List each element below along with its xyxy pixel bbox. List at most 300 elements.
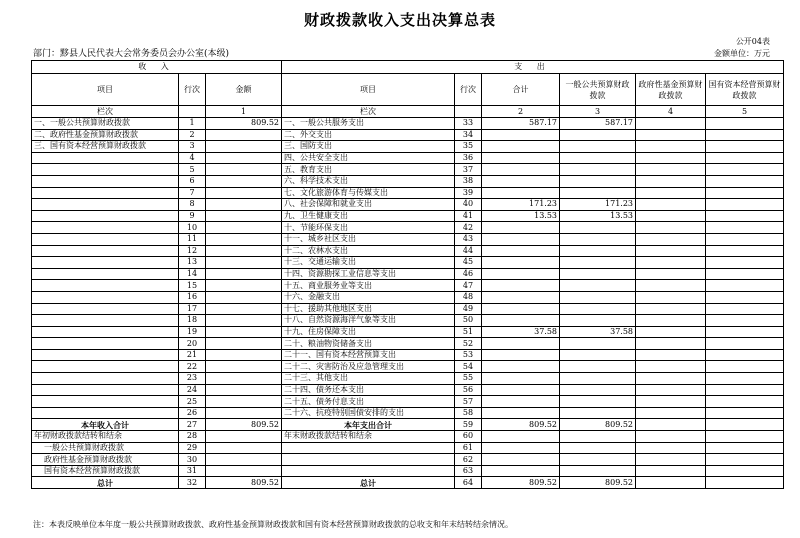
expense-general-budget <box>560 129 636 141</box>
carry-out-capital <box>706 431 784 443</box>
carry-sub-no: 31 <box>179 465 206 477</box>
income-line-no: 10 <box>179 222 206 234</box>
expense-total: 587.17 <box>482 118 560 130</box>
income-item <box>32 407 179 419</box>
expense-state-capital <box>706 210 784 222</box>
expense-line-no: 53 <box>455 349 482 361</box>
expense-item: 六、科学技术支出 <box>282 175 455 187</box>
expense-gov-fund <box>636 407 706 419</box>
income-item <box>32 233 179 245</box>
income-line-no: 11 <box>179 233 206 245</box>
expense-line-no: 36 <box>455 152 482 164</box>
income-amount <box>206 175 282 187</box>
carry-sub-amount <box>206 454 282 466</box>
income-amount <box>206 338 282 350</box>
income-line-no: 6 <box>179 175 206 187</box>
expense-total-fund <box>636 419 706 431</box>
expense-gov-fund <box>636 210 706 222</box>
expense-gov-fund <box>636 303 706 315</box>
income-line-no: 12 <box>179 245 206 257</box>
expense-state-capital <box>706 338 784 350</box>
income-line-no: 17 <box>179 303 206 315</box>
expense-gov-fund <box>636 280 706 292</box>
income-line-no: 16 <box>179 291 206 303</box>
income-amount <box>206 315 282 327</box>
grand-total-total: 809.52 <box>482 477 560 489</box>
expense-line-no: 52 <box>455 338 482 350</box>
expense-total-label: 本年支出合计 <box>282 419 455 431</box>
expense-total <box>482 384 560 396</box>
income-line-no: 26 <box>179 407 206 419</box>
header-row-sections <box>32 61 784 74</box>
expense-item: 一、一般公共服务支出 <box>282 118 455 130</box>
expense-state-capital <box>706 233 784 245</box>
income-item: 二、政府性基金预算财政拨款 <box>32 129 179 141</box>
table-row <box>32 303 784 315</box>
expense-item: 七、文化旅游体育与传媒支出 <box>282 187 455 199</box>
income-amount <box>206 187 282 199</box>
expense-gov-fund <box>636 349 706 361</box>
expense-line-no: 49 <box>455 303 482 315</box>
table-row <box>32 129 784 141</box>
income-line-no: 22 <box>179 361 206 373</box>
expense-state-capital <box>706 326 784 338</box>
income-section-header: 收 入 <box>32 61 282 74</box>
col-num-3: 3 <box>560 106 636 118</box>
carry-sub-label: 一般公共预算财政拨款 <box>32 442 179 454</box>
expense-line-no: 42 <box>455 222 482 234</box>
expense-item: 二十四、债务还本支出 <box>282 384 455 396</box>
carry-sub-out-no: 61 <box>455 442 482 454</box>
expense-line-no: 46 <box>455 268 482 280</box>
income-amount <box>206 407 282 419</box>
grand-total-out-no: 64 <box>455 477 482 489</box>
footnote: 注：本表反映单位本年度一般公共预算财政拨款、政府性基金预算财政拨款和国有资本经营预算财政拨款的总收支和年末结转结余情况。 <box>33 520 513 529</box>
expense-line-no: 57 <box>455 396 482 408</box>
expense-general-budget: 37.58 <box>560 326 636 338</box>
form-number: 公开04表 <box>735 37 770 46</box>
income-amount <box>206 141 282 153</box>
expense-state-capital <box>706 129 784 141</box>
expense-general-budget <box>560 361 636 373</box>
expense-total <box>482 373 560 385</box>
table-row <box>32 384 784 396</box>
header-row-columns <box>32 74 784 106</box>
carry-sub-general <box>560 454 636 466</box>
expense-total-general: 809.52 <box>560 419 636 431</box>
income-amount <box>206 326 282 338</box>
carry-sub-capital <box>706 442 784 454</box>
income-line-no: 13 <box>179 257 206 269</box>
income-amount <box>206 384 282 396</box>
expense-state-capital <box>706 141 784 153</box>
grand-total-row <box>32 477 784 489</box>
col-header-item: 项目 <box>32 74 179 106</box>
expense-item: 二十一、国有资本经营预算支出 <box>282 349 455 361</box>
col-header-general-budget: 一般公共预算财政拨款 <box>560 74 636 106</box>
income-item <box>32 373 179 385</box>
carry-sub-fund <box>636 442 706 454</box>
carry-in-no: 28 <box>179 431 206 443</box>
department-label: 部门：黟县人民代表大会常务委员会办公室(本级) <box>33 49 230 59</box>
expense-line-no: 40 <box>455 199 482 211</box>
income-amount <box>206 361 282 373</box>
table-row <box>32 315 784 327</box>
grand-total-no: 32 <box>179 477 206 489</box>
income-item <box>32 326 179 338</box>
table-row <box>32 199 784 211</box>
grand-total-amount: 809.52 <box>206 477 282 489</box>
expense-general-budget: 587.17 <box>560 118 636 130</box>
expense-item: 四、公共安全支出 <box>282 152 455 164</box>
income-item <box>32 361 179 373</box>
income-item <box>32 175 179 187</box>
col-label-blank <box>179 106 206 118</box>
table-row <box>32 175 784 187</box>
carry-out-general <box>560 431 636 443</box>
expense-state-capital <box>706 187 784 199</box>
expense-total: 171.23 <box>482 199 560 211</box>
income-item <box>32 268 179 280</box>
table-row <box>32 280 784 292</box>
expense-general-budget: 13.53 <box>560 210 636 222</box>
expense-item: 二十五、债务付息支出 <box>282 396 455 408</box>
carry-sub-amount <box>206 442 282 454</box>
expense-line-no: 35 <box>455 141 482 153</box>
carry-sub-row-1 <box>32 442 784 454</box>
expense-state-capital <box>706 152 784 164</box>
expense-gov-fund <box>636 129 706 141</box>
carry-sub-out-no: 62 <box>455 454 482 466</box>
expense-total <box>482 175 560 187</box>
col-label: 栏次 <box>32 106 179 118</box>
carry-sub-amount <box>206 465 282 477</box>
expense-total <box>482 164 560 176</box>
expense-state-capital <box>706 396 784 408</box>
col-header-item2: 项目 <box>282 74 455 106</box>
expense-gov-fund <box>636 315 706 327</box>
carry-sub-total <box>482 442 560 454</box>
expense-gov-fund <box>636 268 706 280</box>
expense-state-capital <box>706 199 784 211</box>
expense-item: 二、外交支出 <box>282 129 455 141</box>
table-row <box>32 245 784 257</box>
col-header-line-no2: 行次 <box>455 74 482 106</box>
table-row <box>32 222 784 234</box>
unit-label: 金额单位：万元 <box>714 49 770 58</box>
carry-sub-out-item <box>282 442 455 454</box>
expense-general-budget <box>560 280 636 292</box>
expense-state-capital <box>706 384 784 396</box>
expense-item: 三、国防支出 <box>282 141 455 153</box>
income-line-no: 21 <box>179 349 206 361</box>
expense-gov-fund <box>636 384 706 396</box>
expense-gov-fund <box>636 361 706 373</box>
expense-line-no: 37 <box>455 164 482 176</box>
income-line-no: 8 <box>179 199 206 211</box>
income-item <box>32 199 179 211</box>
income-amount <box>206 129 282 141</box>
expense-state-capital <box>706 164 784 176</box>
expense-state-capital <box>706 268 784 280</box>
expense-general-budget <box>560 141 636 153</box>
expense-total: 13.53 <box>482 210 560 222</box>
expense-state-capital <box>706 407 784 419</box>
carry-out-no: 60 <box>455 431 482 443</box>
expense-line-no: 33 <box>455 118 482 130</box>
expense-total <box>482 291 560 303</box>
income-line-no: 9 <box>179 210 206 222</box>
expense-general-budget <box>560 233 636 245</box>
expense-general-budget <box>560 349 636 361</box>
expense-line-no: 48 <box>455 291 482 303</box>
income-item <box>32 315 179 327</box>
income-line-no: 23 <box>179 373 206 385</box>
carry-sub-label: 政府性基金预算财政拨款 <box>32 454 179 466</box>
table-row <box>32 338 784 350</box>
income-item <box>32 257 179 269</box>
grand-total-fund <box>636 477 706 489</box>
table-row <box>32 164 784 176</box>
table-row <box>32 291 784 303</box>
expense-gov-fund <box>636 118 706 130</box>
income-amount <box>206 222 282 234</box>
expense-line-no: 55 <box>455 373 482 385</box>
carry-out-label: 年末财政拨款结转和结余 <box>282 431 455 443</box>
income-amount: 809.52 <box>206 118 282 130</box>
col-label-blank2 <box>455 106 482 118</box>
expense-general-budget <box>560 187 636 199</box>
expense-item: 十七、援助其他地区支出 <box>282 303 455 315</box>
expense-gov-fund <box>636 199 706 211</box>
expense-state-capital <box>706 222 784 234</box>
income-item <box>32 152 179 164</box>
expense-total <box>482 245 560 257</box>
expense-state-capital <box>706 303 784 315</box>
expense-general-budget <box>560 303 636 315</box>
expense-item: 十五、商业服务业等支出 <box>282 280 455 292</box>
expense-gov-fund <box>636 257 706 269</box>
carry-sub-out-item <box>282 454 455 466</box>
income-total-label: 本年收入合计 <box>32 419 179 431</box>
expense-total <box>482 233 560 245</box>
table-row <box>32 118 784 130</box>
carry-in-label: 年初财政拨款结转和结余 <box>32 431 179 443</box>
expense-item: 十、节能环保支出 <box>282 222 455 234</box>
expense-item: 十二、农林水支出 <box>282 245 455 257</box>
expense-total <box>482 187 560 199</box>
carry-sub-fund <box>636 454 706 466</box>
income-line-no: 15 <box>179 280 206 292</box>
table-row <box>32 257 784 269</box>
table-row <box>32 407 784 419</box>
col-label2: 栏次 <box>282 106 455 118</box>
income-amount <box>206 303 282 315</box>
col-header-state-capital: 国有资本经营预算财政拨款 <box>706 74 784 106</box>
expense-general-budget <box>560 338 636 350</box>
expense-item: 九、卫生健康支出 <box>282 210 455 222</box>
expense-line-no: 51 <box>455 326 482 338</box>
expense-general-budget <box>560 268 636 280</box>
income-line-no: 20 <box>179 338 206 350</box>
expense-item: 十四、资源勘探工业信息等支出 <box>282 268 455 280</box>
income-amount <box>206 280 282 292</box>
income-amount <box>206 349 282 361</box>
expense-state-capital <box>706 245 784 257</box>
expense-item: 五、教育支出 <box>282 164 455 176</box>
expense-total <box>482 141 560 153</box>
income-item <box>32 349 179 361</box>
expense-line-no: 41 <box>455 210 482 222</box>
income-line-no: 7 <box>179 187 206 199</box>
table-row <box>32 373 784 385</box>
expense-line-no: 47 <box>455 280 482 292</box>
expense-item: 十九、住房保障支出 <box>282 326 455 338</box>
table-row <box>32 396 784 408</box>
income-amount <box>206 291 282 303</box>
expense-line-no: 54 <box>455 361 482 373</box>
expense-line-no: 34 <box>455 129 482 141</box>
expense-total-capital <box>706 419 784 431</box>
expense-total <box>482 152 560 164</box>
expense-item: 二十三、其他支出 <box>282 373 455 385</box>
expense-line-no: 44 <box>455 245 482 257</box>
expense-general-budget <box>560 245 636 257</box>
expense-gov-fund <box>636 291 706 303</box>
expense-gov-fund <box>636 187 706 199</box>
expense-total <box>482 338 560 350</box>
expense-general-budget: 171.23 <box>560 199 636 211</box>
carry-sub-capital <box>706 454 784 466</box>
grand-total-label2: 总计 <box>282 477 455 489</box>
expense-total <box>482 303 560 315</box>
expense-state-capital <box>706 315 784 327</box>
expense-gov-fund <box>636 326 706 338</box>
income-amount <box>206 152 282 164</box>
expense-line-no: 39 <box>455 187 482 199</box>
col-header-line-no: 行次 <box>179 74 206 106</box>
expense-section-header: 支 出 <box>282 61 784 74</box>
expense-total <box>482 407 560 419</box>
carry-sub-no: 29 <box>179 442 206 454</box>
expense-state-capital <box>706 373 784 385</box>
header-row-col-numbers <box>32 106 784 118</box>
expense-general-budget <box>560 396 636 408</box>
carry-out-fund <box>636 431 706 443</box>
table-row <box>32 152 784 164</box>
carry-sub-general <box>560 442 636 454</box>
carry-sub-out-no: 63 <box>455 465 482 477</box>
expense-item: 十一、城乡社区支出 <box>282 233 455 245</box>
expense-general-budget <box>560 257 636 269</box>
carry-sub-label: 国有资本经营预算财政拨款 <box>32 465 179 477</box>
expense-state-capital <box>706 175 784 187</box>
income-total-no: 27 <box>179 419 206 431</box>
expense-line-no: 38 <box>455 175 482 187</box>
expense-gov-fund <box>636 373 706 385</box>
grand-total-label: 总计 <box>32 477 179 489</box>
col-num-1: 1 <box>206 106 282 118</box>
income-amount <box>206 245 282 257</box>
expense-line-no: 56 <box>455 384 482 396</box>
expense-item: 二十二、灾害防治及应急管理支出 <box>282 361 455 373</box>
carry-sub-row-3 <box>32 465 784 477</box>
grand-total-general: 809.52 <box>560 477 636 489</box>
income-line-no: 5 <box>179 164 206 176</box>
expense-general-budget <box>560 222 636 234</box>
income-item: 三、国有资本经营预算财政拨款 <box>32 141 179 153</box>
expense-state-capital <box>706 291 784 303</box>
expense-gov-fund <box>636 164 706 176</box>
income-line-no: 14 <box>179 268 206 280</box>
income-item <box>32 303 179 315</box>
income-amount <box>206 373 282 385</box>
income-item <box>32 210 179 222</box>
expense-gov-fund <box>636 233 706 245</box>
expense-gov-fund <box>636 338 706 350</box>
col-header-gov-fund: 政府性基金预算财政拨款 <box>636 74 706 106</box>
table-row <box>32 349 784 361</box>
expense-general-budget <box>560 384 636 396</box>
income-item <box>32 384 179 396</box>
page-title: 财政拨款收入支出决算总表 <box>303 11 496 29</box>
income-item: 一、一般公共预算财政拨款 <box>32 118 179 130</box>
income-line-no: 19 <box>179 326 206 338</box>
income-item <box>32 164 179 176</box>
income-amount <box>206 210 282 222</box>
expense-general-budget <box>560 291 636 303</box>
expense-gov-fund <box>636 245 706 257</box>
income-item <box>32 396 179 408</box>
income-line-no: 25 <box>179 396 206 408</box>
income-item <box>32 245 179 257</box>
expense-total-no: 59 <box>455 419 482 431</box>
col-num-2: 2 <box>482 106 560 118</box>
grand-total-capital <box>706 477 784 489</box>
col-num-5: 5 <box>706 106 784 118</box>
income-line-no: 2 <box>179 129 206 141</box>
expense-state-capital <box>706 361 784 373</box>
expense-general-budget <box>560 315 636 327</box>
income-amount <box>206 396 282 408</box>
col-num-4: 4 <box>636 106 706 118</box>
expense-general-budget <box>560 175 636 187</box>
carry-sub-total <box>482 454 560 466</box>
expense-gov-fund <box>636 175 706 187</box>
expense-general-budget <box>560 164 636 176</box>
table-row <box>32 141 784 153</box>
carry-sub-fund <box>636 465 706 477</box>
table-row <box>32 326 784 338</box>
expense-general-budget <box>560 152 636 164</box>
carry-in-amount <box>206 431 282 443</box>
income-amount <box>206 199 282 211</box>
income-item <box>32 338 179 350</box>
income-line-no: 1 <box>179 118 206 130</box>
table-row <box>32 268 784 280</box>
budget-table <box>31 60 784 489</box>
income-line-no: 4 <box>179 152 206 164</box>
carry-sub-no: 30 <box>179 454 206 466</box>
carry-sub-out-item <box>282 465 455 477</box>
income-item <box>32 222 179 234</box>
table-row <box>32 187 784 199</box>
income-amount <box>206 257 282 269</box>
expense-item: 十三、交通运输支出 <box>282 257 455 269</box>
col-header-total: 合计 <box>482 74 560 106</box>
income-total-row <box>32 419 784 431</box>
expense-total-amount: 809.52 <box>482 419 560 431</box>
